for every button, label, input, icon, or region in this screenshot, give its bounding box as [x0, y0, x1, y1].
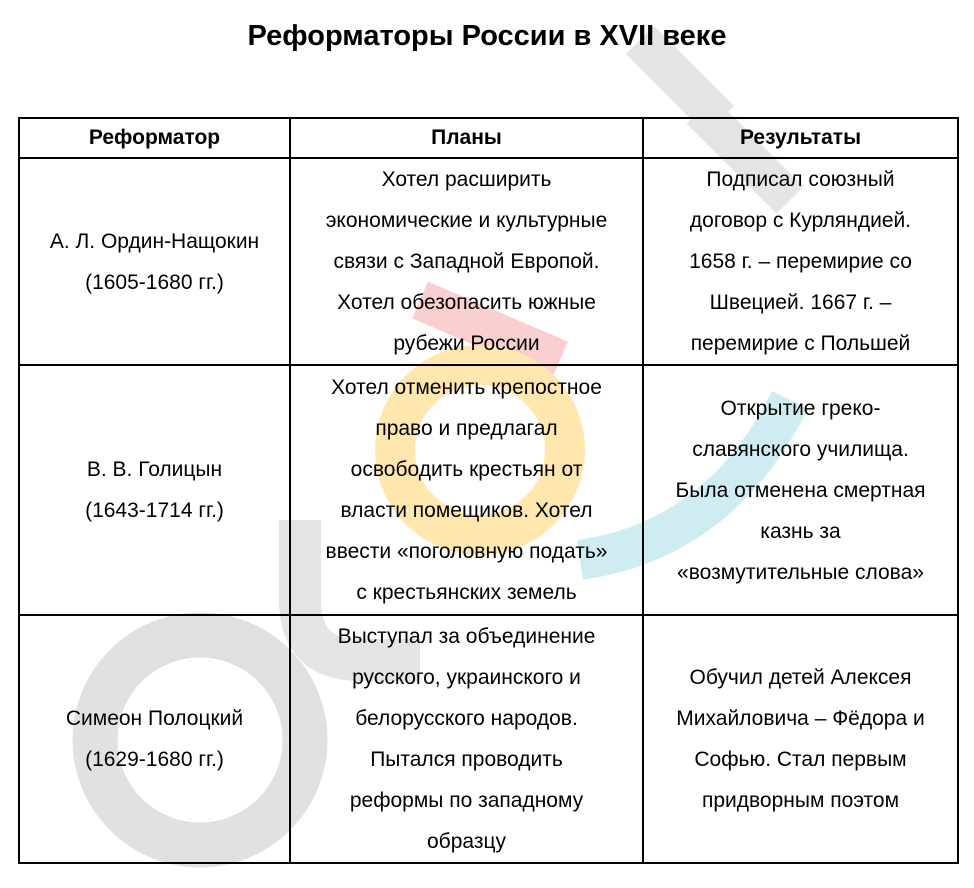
page-title: Реформаторы России в XVII веке [247, 20, 727, 52]
plans-line: белорусского народов. [355, 707, 578, 730]
results-line: Открытие греко- [720, 396, 881, 420]
results-line: Подписал союзный [706, 168, 895, 191]
plans-line: власти помещиков. Хотел [340, 499, 593, 522]
plans-line: ввести «поголовную подать» [325, 540, 608, 563]
results-line: славянского училища. [692, 437, 909, 461]
plans-line: освободить крестьян от [350, 458, 583, 481]
plans-line: Хотел отменить крепостное [331, 376, 602, 399]
plans-line: Выступал за объединение [337, 625, 596, 648]
results-line: казнь за [760, 519, 841, 543]
results-line: 1658 г. – перемирие со [689, 250, 912, 273]
plans-line: Хотел обезопасить южные [337, 291, 596, 314]
plans-line: Хотел расширить [381, 168, 552, 191]
plans-cell [290, 615, 643, 863]
reformers-table [18, 117, 959, 864]
header-plans: Планы [290, 118, 643, 158]
table-header-row [19, 118, 958, 158]
reformer-cell [19, 615, 290, 863]
results-line: Софью. Стал первым [694, 748, 907, 771]
reformer-name: А. Л. Ордин-Нащокин [49, 229, 260, 253]
results-cell [643, 615, 958, 863]
plans-line: с крестьянских земель [356, 581, 577, 604]
plans-cell [290, 365, 643, 615]
results-line: «возмутительные слова» [677, 560, 924, 584]
results-line: Была отменена смертная [675, 478, 926, 502]
reformer-years: (1629-1680 гг.) [85, 748, 224, 771]
plans-line: рубежи России [393, 332, 540, 355]
results-line: договор с Курляндией. [689, 209, 912, 232]
results-cell [643, 365, 958, 615]
header-reformer: Реформатор [19, 118, 290, 158]
results-line: Обучил детей Алексея [689, 666, 912, 689]
plans-line: русского, украинского и [352, 666, 581, 689]
plans-line: образцу [427, 830, 506, 853]
reformer-years: (1643-1714 гг.) [85, 499, 224, 522]
reformer-name: Симеон Полоцкий [65, 707, 244, 730]
reformer-cell [19, 158, 290, 365]
plans-line: Пытался проводить [370, 748, 563, 771]
reformer-name: В. В. Голицын [86, 458, 223, 481]
results-line: придворным поэтом [701, 789, 900, 812]
plans-line: право и предлагал [375, 417, 558, 440]
table-row [19, 365, 958, 615]
plans-line: экономические и культурные [325, 209, 608, 232]
table-row [19, 158, 958, 365]
results-cell [643, 158, 958, 365]
results-line: Швецией. 1667 г. – [709, 291, 892, 314]
table-row [19, 615, 958, 863]
plans-line: реформы по западному [349, 789, 584, 812]
plans-cell [290, 158, 643, 365]
results-line: Михайловича – Фёдора и [676, 707, 925, 730]
results-line: перемирие с Польшей [690, 332, 911, 355]
reformer-years: (1605-1680 гг.) [85, 270, 224, 294]
header-results: Результаты [643, 118, 958, 158]
plans-line: связи с Западной Европой. [333, 250, 600, 273]
reformer-cell [19, 365, 290, 615]
